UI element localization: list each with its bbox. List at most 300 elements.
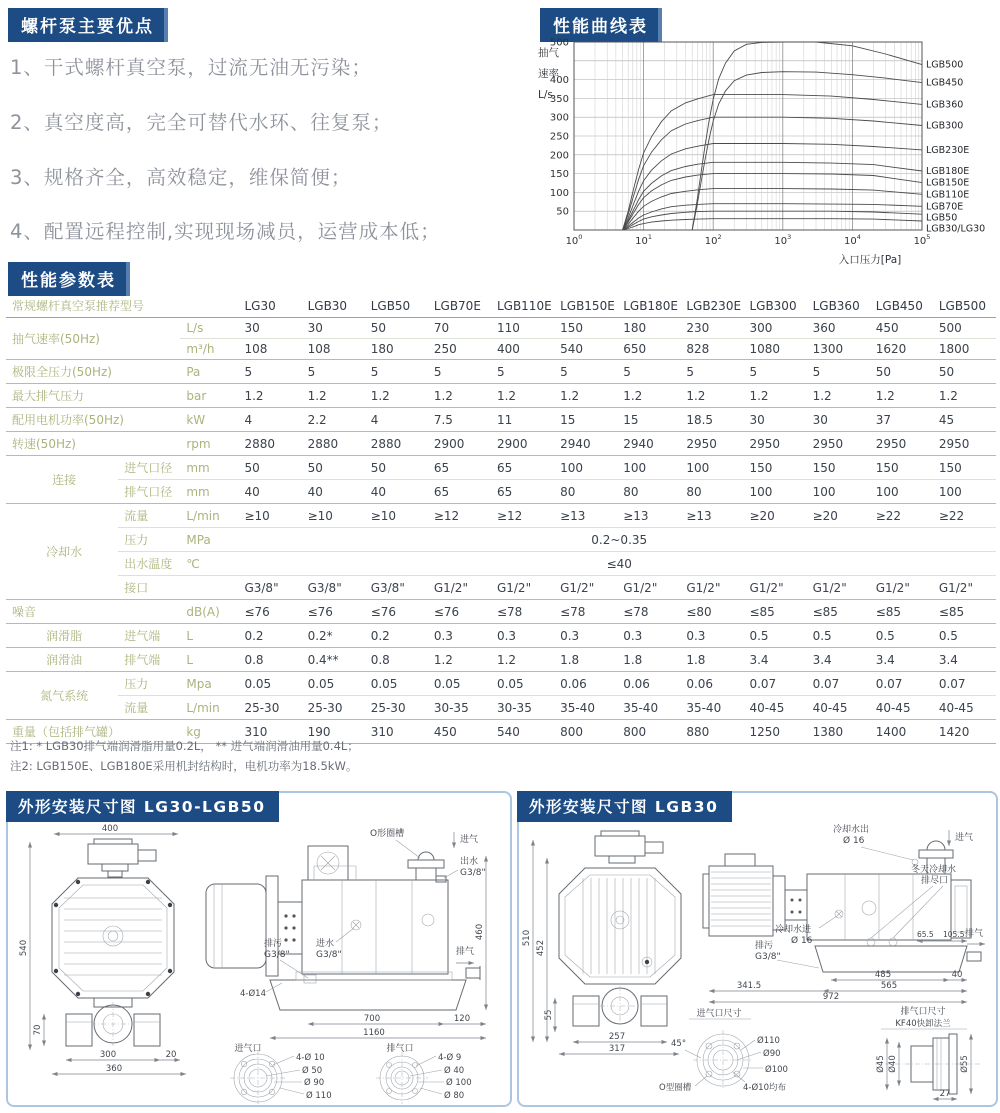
dim-label: Ø45 <box>876 1055 886 1073</box>
table-cell: 45 <box>933 408 996 432</box>
table-cell: 0.06 <box>680 672 743 696</box>
table-cell: 37 <box>870 408 933 432</box>
series-curve-LGB110E <box>623 189 922 230</box>
table-cell: ≥10 <box>238 504 301 528</box>
table-cell: 3.4 <box>870 648 933 672</box>
table-cell: 800 <box>617 720 680 744</box>
table-row <box>6 408 996 432</box>
dim-label: Ø90 <box>763 1049 781 1059</box>
water-out-label: 出水 <box>460 857 479 867</box>
table-cell: 30-35 <box>428 696 491 720</box>
model-column-header: LGB30 <box>302 294 365 318</box>
cooling-water-in-label: 冷却水进 <box>775 925 812 935</box>
advantage-item-1: 1、干式螺杆真空泵，过流无油无污染； <box>10 56 372 79</box>
dim-label: 460 <box>475 923 485 941</box>
table-cell: 50 <box>302 456 365 480</box>
series-label-LGB500: LGB500 <box>926 59 964 71</box>
table-cell: 5 <box>365 360 428 384</box>
table-cell: 40 <box>302 480 365 504</box>
table-cell: 0.07 <box>807 672 870 696</box>
table-cell: G3/8" <box>365 576 428 600</box>
row-unit: rpm <box>180 432 238 456</box>
model-column-header: LGB230E <box>680 294 743 318</box>
table-cell: 5 <box>428 360 491 384</box>
row-group-label: 氮气系统 <box>6 672 118 720</box>
table-row <box>6 480 996 504</box>
table-cell: 2940 <box>617 432 680 456</box>
dimension-panel-right-title: 外形安装尺寸图 LGB30 <box>517 791 732 822</box>
cooling-water-out-label: 冷却水出 <box>833 825 870 835</box>
oring-groove-label: O形圈槽 <box>370 829 405 839</box>
row-unit: L <box>180 624 238 648</box>
row-group-label: 转速(50Hz) <box>6 432 180 456</box>
table-cell: 1.2 <box>617 384 680 408</box>
table-cell: 0.2* <box>302 624 365 648</box>
dimension-panel-lg30-lgb50 <box>6 791 512 1107</box>
dimension-panel-left-title: 外形安装尺寸图 LG30-LGB50 <box>6 791 279 822</box>
dim-label: Ø 100 <box>446 1078 472 1088</box>
outlet-flange-detail <box>376 1042 472 1104</box>
x-tick-label: $10^4$ <box>843 233 861 247</box>
table-cell: 0.05 <box>428 672 491 696</box>
table-cell: 1.2 <box>554 384 617 408</box>
table-cell: 540 <box>554 339 617 360</box>
table-cell: 190 <box>302 720 365 744</box>
outlet-port-detail <box>875 1005 981 1099</box>
row-sub-label: 流量 <box>118 504 180 528</box>
pump-side-view-lgb30 <box>703 823 985 1002</box>
table-cell: 100 <box>870 480 933 504</box>
dim-label: Ø100 <box>765 1065 788 1075</box>
table-cell: 1.2 <box>238 384 301 408</box>
table-cell: ≤85 <box>933 600 996 624</box>
table-cell: 2900 <box>491 432 554 456</box>
inlet-port-detail <box>659 1007 788 1093</box>
table-cell: 108 <box>302 339 365 360</box>
table-header-label: 常规螺杆真空泵推荐型号 <box>6 294 238 318</box>
table-cell: 1.2 <box>365 384 428 408</box>
table-cell: 150 <box>933 456 996 480</box>
table-cell: 30 <box>807 408 870 432</box>
table-cell: 0.4** <box>302 648 365 672</box>
dim-label: 565 <box>880 981 898 991</box>
table-cell: 0.05 <box>365 672 428 696</box>
dim-label: 700 <box>363 1014 381 1024</box>
model-column-header: LGB70E <box>428 294 491 318</box>
row-group-label: 润滑油 <box>6 648 118 672</box>
merged-value-cell: ≤40 <box>238 552 996 576</box>
table-cell: 0.07 <box>743 672 806 696</box>
table-cell: 880 <box>680 720 743 744</box>
table-cell: 2950 <box>807 432 870 456</box>
y-axis-label: 速率 <box>538 68 559 80</box>
table-row <box>6 624 996 648</box>
table-cell: 828 <box>680 339 743 360</box>
table-cell: 0.8 <box>365 648 428 672</box>
table-cell: 5 <box>491 360 554 384</box>
row-unit: kW <box>180 408 238 432</box>
table-cell: 65 <box>491 456 554 480</box>
table-cell: 25-30 <box>238 696 301 720</box>
dim-label: Ø55 <box>960 1055 970 1073</box>
table-cell: 1.2 <box>933 384 996 408</box>
row-sub-label: 压力 <box>118 528 180 552</box>
mount-holes-label: 4-Ø14 <box>240 989 266 999</box>
table-cell: 35-40 <box>554 696 617 720</box>
y-tick-label: 500 <box>549 37 569 49</box>
table-cell: 35-40 <box>680 696 743 720</box>
advantage-item-2: 2、真空度高，完全可替代水环、往复泵； <box>10 111 393 134</box>
table-cell: 0.5 <box>743 624 806 648</box>
table-cell: 1.8 <box>554 648 617 672</box>
winter-drain-label-1: 冬天冷却水 <box>911 865 957 875</box>
table-cell: ≥13 <box>617 504 680 528</box>
row-unit: L <box>180 648 238 672</box>
x-tick-label: $10^3$ <box>774 233 792 247</box>
table-cell: 40-45 <box>933 696 996 720</box>
table-cell: G3/8" <box>302 576 365 600</box>
dim-label: 40 <box>951 970 963 980</box>
table-cell: 100 <box>554 456 617 480</box>
table-note-2: 注2: LGB150E、LGB180E采用机封结构时，电机功率为18.5kW。 <box>10 759 358 773</box>
table-row <box>6 576 996 600</box>
table-cell: 65 <box>428 456 491 480</box>
table-cell: 70 <box>428 318 491 339</box>
table-cell: ≥20 <box>743 504 806 528</box>
table-cell: 2880 <box>238 432 301 456</box>
intake-label: 进气 <box>460 835 479 845</box>
y-tick-label: 150 <box>549 169 569 181</box>
table-cell: 1.2 <box>491 384 554 408</box>
table-header-row <box>6 294 996 318</box>
merged-value-cell: 0.2~0.35 <box>238 528 996 552</box>
table-row <box>6 696 996 720</box>
x-tick-label: $10^5$ <box>913 233 931 247</box>
dim-label: 257 <box>608 1032 626 1042</box>
y-tick-label: 50 <box>556 206 569 218</box>
row-unit <box>180 576 238 600</box>
table-cell: 1.2 <box>680 384 743 408</box>
table-cell: G3/8" <box>238 576 301 600</box>
model-column-header: LGB180E <box>617 294 680 318</box>
table-cell: ≤78 <box>491 600 554 624</box>
table-cell: 0.07 <box>870 672 933 696</box>
drain-thread-label: G3/8" <box>264 950 290 960</box>
dimension-panel-lgb30 <box>517 791 998 1107</box>
table-cell: 4 <box>365 408 428 432</box>
table-cell: G1/2" <box>491 576 554 600</box>
table-cell: ≤85 <box>870 600 933 624</box>
dim-label: 20 <box>165 1050 177 1060</box>
row-group-label: 极限全压力(50Hz) <box>6 360 180 384</box>
table-cell: G1/2" <box>807 576 870 600</box>
table-cell: 1.2 <box>743 384 806 408</box>
intake-label: 进气 <box>955 833 974 843</box>
pump-front-view-lgb30 <box>522 831 681 1054</box>
table-cell: 40-45 <box>743 696 806 720</box>
dim-label: 27 <box>939 1089 951 1099</box>
table-cell: 250 <box>428 339 491 360</box>
y-tick-label: 300 <box>549 112 569 124</box>
table-cell: 310 <box>365 720 428 744</box>
row-unit: mm <box>180 480 238 504</box>
exhaust-label: 排气 <box>965 929 984 939</box>
model-column-header: LGB50 <box>365 294 428 318</box>
row-sub-label: 排气端 <box>118 648 180 672</box>
table-cell: ≥13 <box>554 504 617 528</box>
table-cell: 30 <box>302 318 365 339</box>
table-cell: 0.3 <box>680 624 743 648</box>
dim-label: 45° <box>671 1039 687 1049</box>
series-label-LGB30/LG30: LGB30/LG30 <box>926 223 986 235</box>
oring-groove-label: O型圈槽 <box>659 1083 692 1093</box>
table-row <box>6 384 996 408</box>
table-cell: 108 <box>238 339 301 360</box>
table-cell: 0.3 <box>491 624 554 648</box>
table-cell: 15 <box>554 408 617 432</box>
table-row <box>6 672 996 696</box>
table-cell: 1.8 <box>617 648 680 672</box>
table-cell: ≤76 <box>238 600 301 624</box>
x-tick-label: $10^1$ <box>635 233 653 247</box>
row-unit: MPa <box>180 528 238 552</box>
table-cell: ≤76 <box>428 600 491 624</box>
table-cell: 150 <box>743 456 806 480</box>
dim-label: 360 <box>105 1064 123 1074</box>
table-cell: 540 <box>491 720 554 744</box>
advantage-item-3: 3、规格齐全，高效稳定，维保简便； <box>10 166 352 189</box>
row-unit: mm <box>180 456 238 480</box>
table-cell: ≥10 <box>365 504 428 528</box>
row-unit: dB(A) <box>180 600 238 624</box>
dim-label: 120 <box>453 1014 471 1024</box>
table-cell: ≥22 <box>870 504 933 528</box>
table-cell: 3.4 <box>933 648 996 672</box>
table-cell: 2950 <box>870 432 933 456</box>
bolt-pattern-label: 4-Ø10均布 <box>743 1083 786 1093</box>
table-cell: 150 <box>807 456 870 480</box>
model-column-header: LGB110E <box>491 294 554 318</box>
table-cell: 0.05 <box>302 672 365 696</box>
outlet-detail-title: 排气口尺寸 <box>900 1007 946 1017</box>
table-cell: ≥12 <box>428 504 491 528</box>
table-cell: 0.3 <box>617 624 680 648</box>
row-group-label: 重量（包括排气罐） <box>6 720 180 744</box>
table-cell: 18.5 <box>680 408 743 432</box>
table-cell: 30-35 <box>491 696 554 720</box>
table-cell: 0.8 <box>238 648 301 672</box>
row-group-label: 冷却水 <box>6 504 118 600</box>
table-cell: 35-40 <box>617 696 680 720</box>
table-cell: 25-30 <box>365 696 428 720</box>
row-unit: ℃ <box>180 552 238 576</box>
table-cell: 300 <box>743 318 806 339</box>
table-cell: 1400 <box>870 720 933 744</box>
y-tick-label: 250 <box>549 131 569 143</box>
row-group-label: 配用电机功率(50Hz) <box>6 408 180 432</box>
table-cell: 2880 <box>302 432 365 456</box>
model-column-header: LGB150E <box>554 294 617 318</box>
table-cell: 5 <box>807 360 870 384</box>
table-cell: ≤76 <box>365 600 428 624</box>
dim-label: Ø 50 <box>302 1066 323 1076</box>
table-cell: 100 <box>933 480 996 504</box>
table-cell: 650 <box>617 339 680 360</box>
table-cell: ≤76 <box>302 600 365 624</box>
series-label-LGB70E: LGB70E <box>926 201 964 213</box>
table-cell: 150 <box>870 456 933 480</box>
dim-label: Ø 80 <box>444 1091 465 1101</box>
table-cell: 5 <box>554 360 617 384</box>
table-cell: 65 <box>491 480 554 504</box>
dim-label: 55 <box>544 1009 554 1021</box>
table-cell: 5 <box>238 360 301 384</box>
table-cell: 450 <box>428 720 491 744</box>
table-row <box>6 552 996 576</box>
row-unit: bar <box>180 384 238 408</box>
model-column-header: LGB300 <box>743 294 806 318</box>
table-row <box>6 456 996 480</box>
series-label-LGB300: LGB300 <box>926 120 964 132</box>
series-curve-LGB180E <box>623 162 922 230</box>
dim-label: 510 <box>522 929 532 947</box>
drain-label: 排污 <box>755 941 774 951</box>
dim-label: 400 <box>101 824 119 834</box>
table-cell: 3.4 <box>807 648 870 672</box>
table-cell: 1.2 <box>807 384 870 408</box>
dim-label: 70 <box>33 1024 43 1036</box>
x-tick-label: $10^2$ <box>704 233 722 247</box>
table-row <box>6 504 996 528</box>
table-cell: 2950 <box>743 432 806 456</box>
row-sub-label: 出水温度 <box>118 552 180 576</box>
row-group-label: 噪音 <box>6 600 180 624</box>
table-cell: 310 <box>238 720 301 744</box>
table-cell: 400 <box>491 339 554 360</box>
cooling-water-out-dia-label: Ø 16 <box>843 836 865 846</box>
table-cell: 1250 <box>743 720 806 744</box>
table-cell: 500 <box>933 318 996 339</box>
table-row <box>6 648 996 672</box>
table-cell: 0.5 <box>870 624 933 648</box>
table-cell: 1420 <box>933 720 996 744</box>
series-label-LGB230E: LGB230E <box>926 144 970 156</box>
pump-front-view-lg30 <box>19 824 186 1074</box>
table-cell: 30 <box>743 408 806 432</box>
y-axis-label: L/s <box>538 89 553 101</box>
param-table-title-bar: 性能参数表 <box>8 262 130 296</box>
dim-label: 485 <box>874 970 892 980</box>
table-cell: G1/2" <box>617 576 680 600</box>
table-cell: 0.07 <box>933 672 996 696</box>
table-cell: 50 <box>870 360 933 384</box>
table-cell: G1/2" <box>933 576 996 600</box>
table-cell: 15 <box>617 408 680 432</box>
table-cell: 0.06 <box>617 672 680 696</box>
row-sub-label: 排气口径 <box>118 480 180 504</box>
water-out-thread-label: G3/8" <box>460 868 486 878</box>
advantages-title-bar: 螺杆泵主要优点 <box>8 8 168 42</box>
table-cell: 1.8 <box>680 648 743 672</box>
dim-label: Ø 40 <box>444 1066 465 1076</box>
inlet-flange-title: 进气口 <box>234 1044 262 1054</box>
table-cell: 360 <box>807 318 870 339</box>
y-axis-label: 抽气 <box>538 47 559 59</box>
table-cell: 25-30 <box>302 696 365 720</box>
table-cell: 100 <box>680 456 743 480</box>
table-cell: 3.4 <box>743 648 806 672</box>
table-cell: ≥12 <box>491 504 554 528</box>
row-group-label: 最大排气压力 <box>6 384 180 408</box>
table-row <box>6 600 996 624</box>
dim-label: Ø40 <box>888 1055 898 1073</box>
row-sub-label: 接口 <box>118 576 180 600</box>
dim-label: 4-Ø 10 <box>296 1053 325 1063</box>
series-label-LGB450: LGB450 <box>926 77 964 89</box>
table-cell: 30 <box>238 318 301 339</box>
table-cell: 2.2 <box>302 408 365 432</box>
water-in-label: 进水 <box>316 939 335 949</box>
row-unit: L/min <box>180 696 238 720</box>
table-cell: 1620 <box>870 339 933 360</box>
dim-label: 341.5 <box>736 981 762 991</box>
table-cell: 100 <box>743 480 806 504</box>
series-label-LGB110E: LGB110E <box>926 189 970 201</box>
table-cell: 1.2 <box>428 648 491 672</box>
series-curve-LGB150E <box>623 174 922 230</box>
y-tick-label: 350 <box>549 93 569 105</box>
dim-label: 317 <box>608 1044 626 1054</box>
winter-drain-label-2: 排尽口 <box>921 876 949 886</box>
dim-label: 452 <box>536 939 546 957</box>
table-cell: 0.5 <box>807 624 870 648</box>
table-cell: 150 <box>554 318 617 339</box>
series-label-LGB150E: LGB150E <box>926 177 970 189</box>
table-cell: 2940 <box>554 432 617 456</box>
model-column-header: LGB450 <box>870 294 933 318</box>
table-cell: 2880 <box>365 432 428 456</box>
table-cell: 100 <box>617 456 680 480</box>
table-row <box>6 432 996 456</box>
row-group-label: 润滑脂 <box>6 624 118 648</box>
table-cell: 40 <box>238 480 301 504</box>
table-cell: 1380 <box>807 720 870 744</box>
y-tick-label: 100 <box>549 187 569 199</box>
dim-label: 1160 <box>363 1028 385 1038</box>
row-sub-label: 进气口径 <box>118 456 180 480</box>
series-label-LGB360: LGB360 <box>926 99 964 111</box>
table-row <box>6 318 996 339</box>
table-cell: 110 <box>491 318 554 339</box>
dim-label: Ø110 <box>757 1036 780 1046</box>
dim-label: 972 <box>822 992 840 1002</box>
table-cell: 0.05 <box>491 672 554 696</box>
table-cell: 230 <box>680 318 743 339</box>
row-unit: kg <box>180 720 238 744</box>
table-cell: 1.2 <box>870 384 933 408</box>
row-group-label: 连接 <box>6 456 118 504</box>
table-cell: ≥10 <box>302 504 365 528</box>
table-cell: 1080 <box>743 339 806 360</box>
table-cell: 800 <box>554 720 617 744</box>
row-sub-label: 流量 <box>118 696 180 720</box>
table-cell: ≤78 <box>554 600 617 624</box>
dim-label: Ø 110 <box>306 1091 332 1101</box>
pump-side-view-lg30 <box>206 827 486 1038</box>
table-cell: 100 <box>807 480 870 504</box>
parameter-table <box>6 294 996 744</box>
table-cell: ≥13 <box>680 504 743 528</box>
